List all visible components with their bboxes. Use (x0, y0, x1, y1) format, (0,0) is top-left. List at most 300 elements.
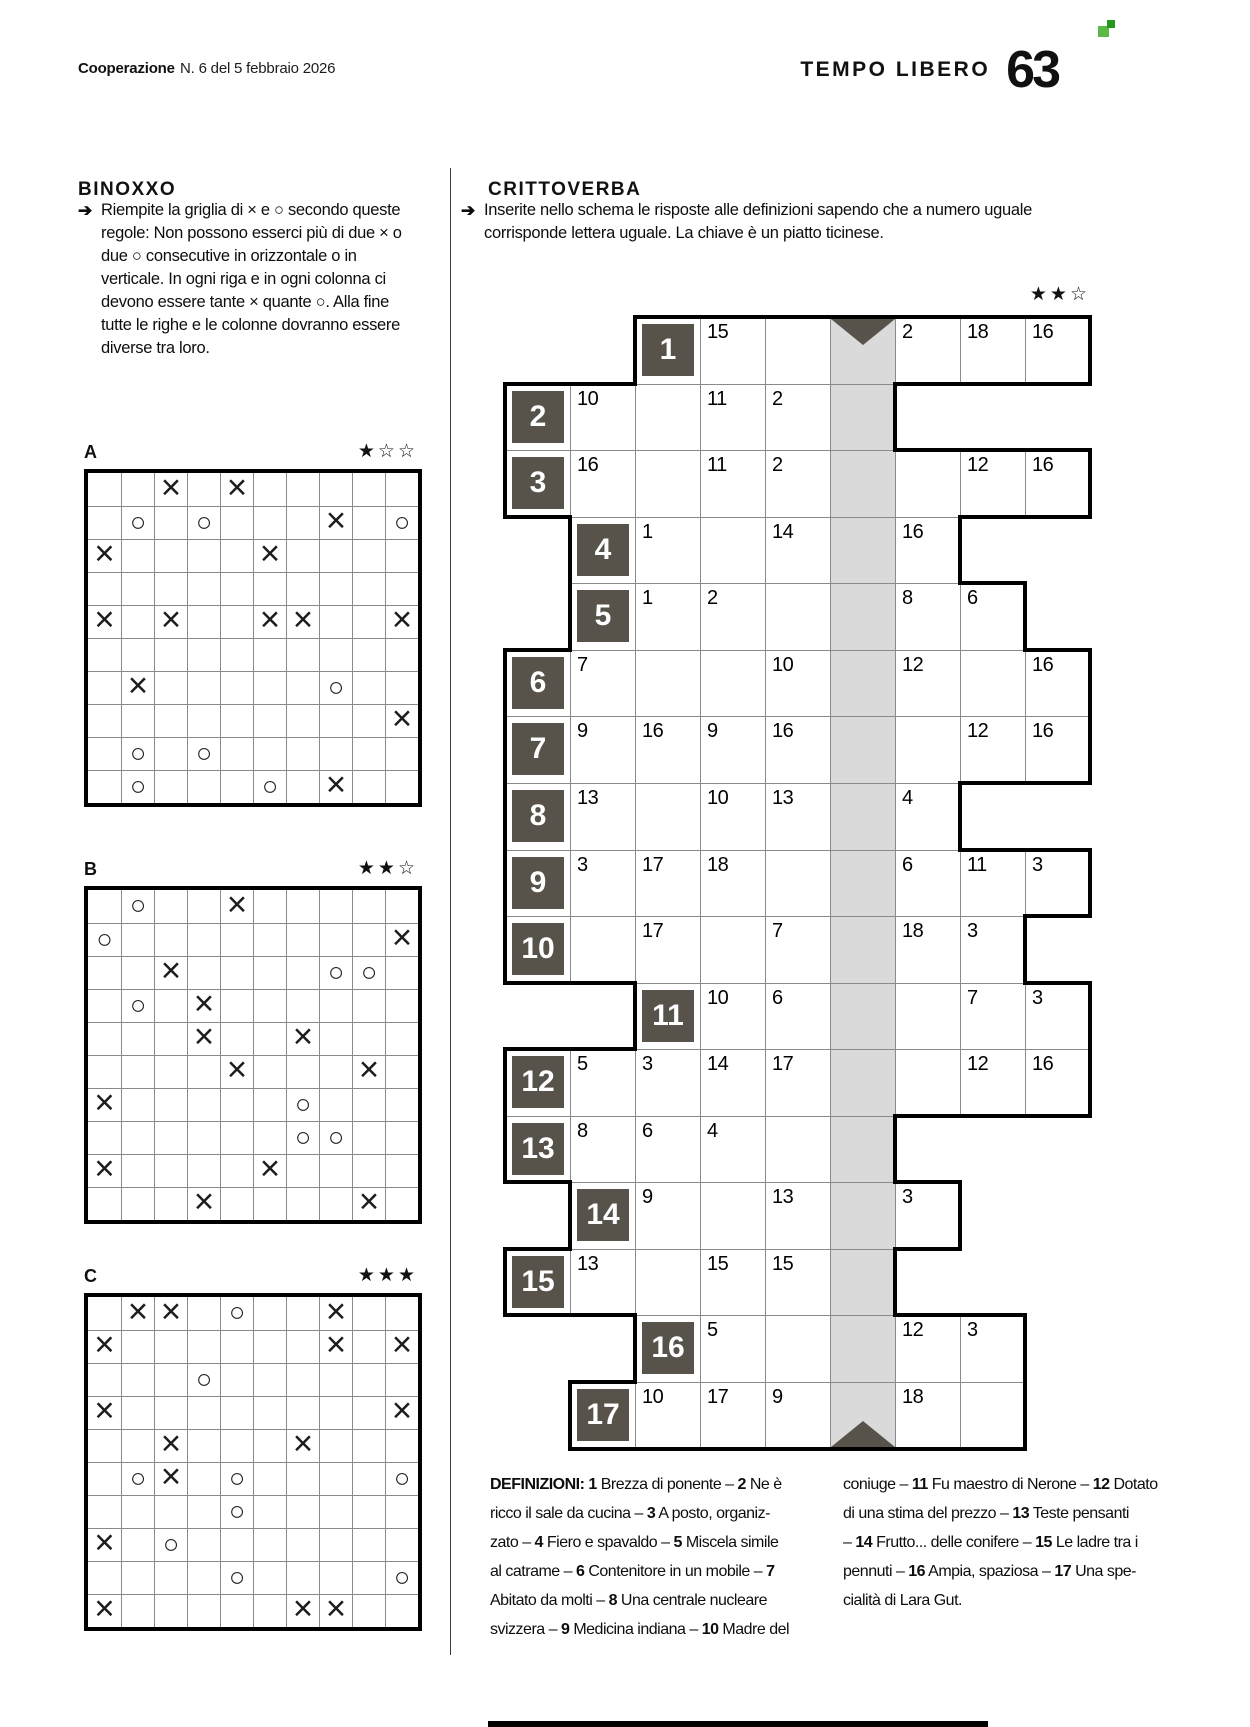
crittoverba-cell (505, 650, 571, 717)
binoxxo-cell[interactable] (319, 1589, 352, 1628)
crittoverba-cell[interactable] (1025, 450, 1091, 518)
crittoverba-cell[interactable] (635, 384, 701, 451)
x-symbol: × (94, 1523, 115, 1562)
crittoverba-cell[interactable] (895, 1182, 961, 1250)
grid-c-difficulty-stars: ★★★ (357, 1265, 418, 1286)
binoxxo-cell[interactable] (154, 1528, 187, 1561)
crittoverba-cell[interactable] (765, 317, 831, 385)
grid-border (568, 581, 572, 652)
cell-number: 10 (772, 654, 794, 676)
cell-number: 17 (707, 1386, 729, 1408)
x-symbol: × (391, 600, 413, 639)
cell-number: 13 (772, 1186, 794, 1208)
x-symbol: × (127, 666, 149, 705)
row-number-label: 5 (577, 590, 629, 642)
crittoverba-cell[interactable] (700, 450, 766, 518)
grid-border (958, 515, 962, 585)
cell-number: 6 (967, 587, 978, 609)
x-symbol: × (160, 951, 182, 990)
binoxxo-cell[interactable] (352, 1528, 385, 1561)
crittoverba-cell[interactable] (765, 1249, 831, 1316)
x-symbol: × (325, 1325, 347, 1364)
binoxxo-cell[interactable] (220, 1594, 253, 1627)
crittoverba-title: CRITTOVERBA (488, 179, 642, 200)
cell-number: 13 (577, 1253, 599, 1275)
binoxxo-cell[interactable] (154, 1561, 187, 1594)
crittoverba-cell[interactable] (960, 1049, 1026, 1117)
cell-number: 6 (902, 854, 913, 876)
cell-number: 9 (707, 720, 718, 742)
binoxxo-cell[interactable] (88, 1589, 121, 1628)
grid-border (1023, 981, 1092, 985)
grid-border (503, 648, 572, 652)
crittoverba-cell[interactable] (895, 1049, 961, 1117)
crittoverba-key-cell (830, 650, 896, 717)
crittoverba-cell[interactable] (765, 983, 831, 1050)
binoxxo-instructions-text: Riempite la griglia di × e ○ secondo queste regole: Non possono esserci più di due × o due ○ consecutive in orizzontale o in verticale. In ogni riga e in ogni colonna ci devono essere tante × quante ○. Alla fine tutte le righe e le colonne dovranno essere diverse tra loro. (101, 201, 402, 357)
crittoverba-cell[interactable] (635, 650, 701, 717)
crittoverba-cell (505, 850, 571, 917)
crittoverba-cell[interactable] (765, 1382, 831, 1450)
o-symbol: ○ (393, 506, 411, 537)
crittoverba-cell[interactable] (1025, 650, 1091, 717)
x-symbol: × (94, 1083, 115, 1122)
crittoverba-cell[interactable] (1025, 716, 1091, 784)
row-number-label: 16 (642, 1322, 694, 1374)
crittoverba-cell[interactable] (960, 450, 1026, 518)
grid-border (503, 781, 507, 852)
cell-number: 3 (967, 1319, 978, 1341)
grid-a-label: A (84, 442, 97, 462)
crittoverba-cell (505, 916, 571, 984)
definition-line: coniuge – 11 Fu maestro di Nerone – 12 Dotato (843, 1476, 1158, 1493)
definition-line: pennuti – 16 Ampia, spaziosa – 17 Una spe- (843, 1563, 1136, 1580)
crittoverba-cell (570, 1182, 636, 1250)
crittoverba-cell[interactable] (635, 583, 701, 651)
x-symbol: × (193, 1182, 215, 1221)
crittoverba-cell[interactable] (635, 716, 701, 784)
crittoverba-cell[interactable] (635, 517, 701, 584)
x-symbol: × (325, 1291, 347, 1331)
cell-number: 18 (902, 1386, 924, 1408)
crittoverba-cell[interactable] (765, 450, 831, 518)
row-number-label: 10 (512, 923, 564, 975)
crittoverba-cell[interactable] (1025, 983, 1091, 1050)
crittoverba-cell[interactable] (635, 1182, 701, 1250)
cell-number: 7 (577, 654, 588, 676)
binoxxo-cell[interactable] (385, 1561, 418, 1594)
cell-number: 1 (642, 587, 653, 609)
grid-border (503, 382, 637, 386)
crittoverba-key-cell (830, 1249, 896, 1316)
o-symbol: ○ (195, 506, 213, 537)
crittoverba-cell[interactable] (570, 916, 636, 984)
x-symbol: × (193, 1017, 215, 1056)
crittoverba-cell[interactable] (765, 1182, 831, 1250)
o-symbol: ○ (228, 1297, 246, 1327)
o-symbol: ○ (129, 770, 147, 801)
crittoverba-cell[interactable] (635, 1049, 701, 1117)
x-symbol: × (94, 1391, 115, 1430)
crittoverba-cell[interactable] (960, 983, 1026, 1050)
crittoverba-cell[interactable] (635, 916, 701, 984)
cell-number: 16 (642, 720, 664, 742)
o-symbol: ○ (327, 671, 345, 702)
grid-a-difficulty-stars: ★☆☆ (357, 441, 418, 462)
x-symbol: × (226, 1050, 248, 1089)
crittoverba-cell[interactable] (700, 1315, 766, 1383)
crittoverba-cell[interactable] (960, 317, 1026, 385)
crittoverba-cell[interactable] (700, 517, 766, 584)
crittoverba-cell[interactable] (960, 650, 1026, 717)
x-symbol: × (94, 534, 115, 573)
crittoverba-cell[interactable] (635, 1382, 701, 1450)
binoxxo-cell[interactable] (253, 1594, 286, 1627)
x-symbol: × (292, 1589, 314, 1628)
cell-number: 3 (1032, 854, 1043, 876)
cell-number: 15 (772, 1253, 794, 1275)
crittoverba-cell[interactable] (700, 384, 766, 451)
crittoverba-cell[interactable] (960, 850, 1026, 917)
crittoverba-cell[interactable] (765, 650, 831, 717)
definitions-right-column (843, 1470, 1158, 1615)
crittoverba-cell[interactable] (635, 783, 701, 851)
crittoverba-cell[interactable] (960, 716, 1026, 784)
binoxxo-cell[interactable] (352, 1594, 385, 1627)
x-symbol: × (259, 1149, 281, 1188)
cell-number: 6 (772, 987, 783, 1009)
cell-number: 2 (772, 388, 783, 410)
cell-number: 3 (1032, 987, 1043, 1009)
crittoverba-cell[interactable] (765, 850, 831, 917)
grid-border (503, 1247, 507, 1317)
grid-border (1088, 981, 1092, 1051)
cell-number: 7 (772, 920, 783, 942)
cell-number: 4 (902, 787, 913, 809)
crittoverba-cell[interactable] (635, 1116, 701, 1183)
x-symbol: × (391, 699, 413, 738)
x-symbol: × (292, 1424, 314, 1463)
crittoverba-cell[interactable] (895, 783, 961, 851)
row-number-label: 12 (512, 1056, 564, 1108)
crittoverba-cell[interactable] (700, 1382, 766, 1450)
grid-border (1023, 1313, 1027, 1384)
grid-border (893, 448, 1092, 452)
crittoverba-cell[interactable] (1025, 1049, 1091, 1117)
grid-border (503, 1313, 637, 1317)
cell-number: 16 (772, 720, 794, 742)
crittoverba-cell (635, 983, 701, 1050)
grid-border (568, 1380, 572, 1451)
crittoverba-cell[interactable] (765, 1315, 831, 1383)
crittoverba-cell[interactable] (895, 1315, 961, 1383)
row-number-label: 11 (642, 990, 694, 1042)
grid-border (503, 1047, 637, 1051)
crittoverba-cell[interactable] (635, 850, 701, 917)
x-symbol: × (94, 1325, 115, 1364)
crittoverba-cell[interactable] (700, 850, 766, 917)
crittoverba-cell[interactable] (960, 1315, 1026, 1383)
cell-number: 12 (967, 454, 989, 476)
row-number-label: 8 (512, 790, 564, 842)
crittoverba-key-cell (830, 783, 896, 851)
row-number-label: 14 (577, 1189, 629, 1241)
crittoverba-cell[interactable] (570, 1049, 636, 1117)
binoxxo-cell[interactable] (187, 1528, 220, 1561)
grid-border (1023, 914, 1092, 918)
o-symbol: ○ (195, 1363, 213, 1394)
o-symbol: ○ (129, 737, 147, 768)
grid-border (633, 981, 637, 1051)
arrow-icon: ➔ (78, 201, 92, 220)
row-number-label: 3 (512, 457, 564, 509)
cell-number: 4 (707, 1120, 718, 1142)
crittoverba-cell[interactable] (700, 650, 766, 717)
crittoverba-cell[interactable] (895, 317, 961, 385)
o-symbol: ○ (228, 1561, 246, 1592)
binoxxo-cell[interactable] (319, 1528, 352, 1561)
binoxxo-cell[interactable] (154, 1594, 187, 1627)
x-symbol: × (325, 501, 347, 540)
grid-b-label: B (84, 859, 97, 879)
cell-number: 16 (1032, 454, 1054, 476)
grid-border (568, 1180, 572, 1251)
crittoverba-cell[interactable] (700, 983, 766, 1050)
crittoverba-cell[interactable] (570, 384, 636, 451)
grid-border (633, 315, 637, 386)
crittoverba-cell[interactable] (570, 1249, 636, 1316)
grid-border (503, 981, 637, 985)
crittoverba-cell (505, 450, 571, 518)
crittoverba-cell[interactable] (960, 583, 1026, 651)
cell-number: 3 (967, 920, 978, 942)
grid-c-label: C (84, 1266, 97, 1286)
grid-border (503, 448, 507, 519)
x-symbol: × (259, 600, 281, 639)
crittoverba-cell[interactable] (765, 517, 831, 584)
cell-number: 3 (642, 1053, 653, 1075)
grid-border (503, 914, 507, 985)
crittoverba-cell (505, 384, 571, 451)
crittoverba-instructions-text: Inserite nello schema le risposte alle definizioni sapendo che a numero uguale corrisponde lettera uguale. La chiave è un piatto ticinese. (484, 201, 1033, 242)
crittoverba-cell[interactable] (700, 1049, 766, 1117)
cell-number: 8 (577, 1120, 588, 1142)
crittoverba-cell[interactable] (570, 850, 636, 917)
crittoverba-cell[interactable] (700, 916, 766, 984)
crittoverba-cell[interactable] (570, 1116, 636, 1183)
binoxxo-cell[interactable] (187, 1561, 220, 1594)
crittoverba-cell[interactable] (895, 850, 961, 917)
grid-border (503, 714, 507, 785)
cell-number: 9 (577, 720, 588, 742)
page-number: 63 (1006, 41, 1058, 99)
x-symbol: × (391, 918, 413, 957)
grid-border (893, 382, 897, 452)
crittoverba-cell (635, 1315, 701, 1383)
binoxxo-cell[interactable] (352, 1561, 385, 1594)
cell-number: 17 (772, 1053, 794, 1075)
binoxxo-cell[interactable] (253, 1561, 286, 1594)
cell-number: 14 (772, 521, 794, 543)
definition-line: cialità di Lara Gut. (843, 1592, 962, 1609)
row-number-label: 4 (577, 524, 629, 576)
grid-border (568, 1380, 637, 1384)
binoxxo-cell[interactable] (253, 1528, 286, 1561)
x-symbol: × (259, 534, 281, 573)
crittoverba-cell (505, 1249, 571, 1316)
crittoverba-cell[interactable] (765, 384, 831, 451)
crittoverba-cell[interactable] (765, 783, 831, 851)
cell-number: 12 (967, 1053, 989, 1075)
definition-line: zato – 4 Fiero e spavaldo – 5 Miscela simile (490, 1534, 779, 1551)
o-symbol: ○ (228, 1495, 246, 1526)
grid-border (1088, 448, 1092, 519)
binoxxo-cell[interactable] (121, 1561, 154, 1594)
binoxxo-cell[interactable] (220, 1561, 253, 1594)
crittoverba-cell[interactable] (1025, 850, 1091, 917)
crittoverba-cell[interactable] (635, 450, 701, 518)
o-symbol: ○ (327, 956, 345, 987)
crittoverba-cell[interactable] (765, 1049, 831, 1117)
binoxxo-cell[interactable] (286, 1528, 319, 1561)
cell-number: 17 (642, 854, 664, 876)
x-symbol: × (226, 884, 248, 924)
grid-border (958, 848, 1092, 852)
section-title: TEMPO LIBERO (800, 58, 991, 81)
x-symbol: × (160, 1291, 182, 1331)
crittoverba-cell[interactable] (765, 716, 831, 784)
crittoverba-cell[interactable] (570, 450, 636, 518)
crittoverba-cell (635, 317, 701, 385)
crittoverba-cell[interactable] (765, 916, 831, 984)
x-symbol: × (127, 1291, 149, 1331)
x-symbol: × (358, 1182, 380, 1221)
binoxxo-cell[interactable] (187, 1594, 220, 1627)
o-symbol: ○ (327, 1121, 345, 1152)
crittoverba-cell[interactable] (570, 716, 636, 784)
cell-number: 16 (902, 521, 924, 543)
binoxxo-cell[interactable] (121, 1528, 154, 1561)
crittoverba-key-cell (830, 1315, 896, 1383)
crittoverba-cell[interactable] (960, 916, 1026, 984)
cell-number: 15 (707, 1253, 729, 1275)
cell-number: 6 (642, 1120, 653, 1142)
definition-line: ricco il sale da cucina – 3 A posto, organiz- (490, 1505, 770, 1522)
x-symbol: × (160, 600, 182, 639)
grid-border (958, 781, 1092, 785)
x-symbol: × (325, 765, 347, 804)
cell-number: 13 (772, 787, 794, 809)
cell-number: 11 (967, 854, 987, 876)
grid-border (503, 1114, 507, 1184)
x-symbol: × (292, 1017, 314, 1056)
binoxxo-cell[interactable] (385, 1594, 418, 1627)
binoxxo-cell[interactable] (286, 1589, 319, 1628)
row-number-label: 1 (642, 324, 694, 376)
crittoverba-cell[interactable] (765, 1116, 831, 1183)
definition-line: svizzera – 9 Medicina indiana – 10 Madre del (490, 1621, 790, 1638)
x-symbol: × (358, 1050, 380, 1089)
x-symbol: × (391, 1391, 413, 1430)
o-symbol: ○ (294, 1088, 312, 1119)
crittoverba-cell[interactable] (895, 583, 961, 651)
crittoverba-cell[interactable] (570, 650, 636, 717)
o-symbol: ○ (96, 923, 113, 954)
grid-border (503, 382, 507, 452)
binoxxo-cell[interactable] (121, 1594, 154, 1627)
cell-number: 11 (707, 454, 727, 476)
crittoverba-cell[interactable] (765, 583, 831, 651)
crittoverba-cell[interactable] (700, 716, 766, 784)
cell-number: 12 (902, 1319, 924, 1341)
crittoverba-cell[interactable] (895, 916, 961, 984)
cell-number: 12 (967, 720, 989, 742)
crittoverba-cell[interactable] (895, 450, 961, 518)
crittoverba-cell[interactable] (700, 1182, 766, 1250)
binoxxo-cell[interactable] (385, 1528, 418, 1561)
cell-number: 18 (902, 920, 924, 942)
definition-line: di una stima del prezzo – 13 Teste pensanti (843, 1505, 1129, 1522)
crittoverba-cell[interactable] (700, 1116, 766, 1183)
grid-border (1023, 648, 1092, 652)
grid-border (958, 1180, 962, 1251)
crittoverba-key-cell (830, 1049, 896, 1117)
crittoverba-key-cell (830, 1116, 896, 1183)
grid-border (568, 515, 572, 585)
cell-number: 15 (707, 321, 729, 343)
crittoverba-cell[interactable] (895, 517, 961, 584)
cell-number: 16 (1032, 1053, 1054, 1075)
crittoverba-key-cell (830, 983, 896, 1050)
grid-border (958, 781, 962, 852)
cell-number: 3 (577, 854, 588, 876)
cell-number: 9 (772, 1386, 783, 1408)
x-symbol: × (391, 1325, 413, 1364)
crittoverba-cell[interactable] (700, 317, 766, 385)
cell-number: 5 (707, 1319, 718, 1341)
o-symbol: ○ (360, 956, 378, 987)
o-symbol: ○ (393, 1462, 411, 1493)
grid-border (1088, 648, 1092, 718)
grid-b-difficulty-stars: ★★☆ (357, 858, 418, 879)
binoxxo-cell[interactable] (88, 1523, 121, 1562)
crittoverba-cell[interactable] (700, 783, 766, 851)
crittoverba-key-cell (830, 583, 896, 651)
x-symbol: × (160, 467, 182, 507)
crittoverba-cell[interactable] (960, 1382, 1026, 1450)
crittoverba-cell[interactable] (895, 650, 961, 717)
crittoverba-cell[interactable] (570, 783, 636, 851)
crittoverba-cell[interactable] (895, 716, 961, 784)
row-number-label: 9 (512, 857, 564, 909)
row-number-label: 13 (512, 1123, 564, 1175)
grid-border (503, 848, 507, 918)
crittoverba-cell (505, 1049, 571, 1117)
row-number-label: 2 (512, 391, 564, 443)
crittoverba-cell[interactable] (700, 583, 766, 651)
crittoverba-cell[interactable] (1025, 317, 1091, 385)
crittoverba-key-cell (830, 450, 896, 518)
x-symbol: × (160, 1457, 182, 1496)
crittoverba-key-cell (830, 916, 896, 984)
grid-border (1088, 1047, 1092, 1118)
o-symbol: ○ (129, 1462, 147, 1493)
crittoverba-cell[interactable] (635, 1249, 701, 1316)
crittoverba-cell[interactable] (700, 1249, 766, 1316)
crittoverba-cell[interactable] (895, 1382, 961, 1450)
crittoverba-cell[interactable] (895, 983, 961, 1050)
binoxxo-cell[interactable] (220, 1528, 253, 1561)
